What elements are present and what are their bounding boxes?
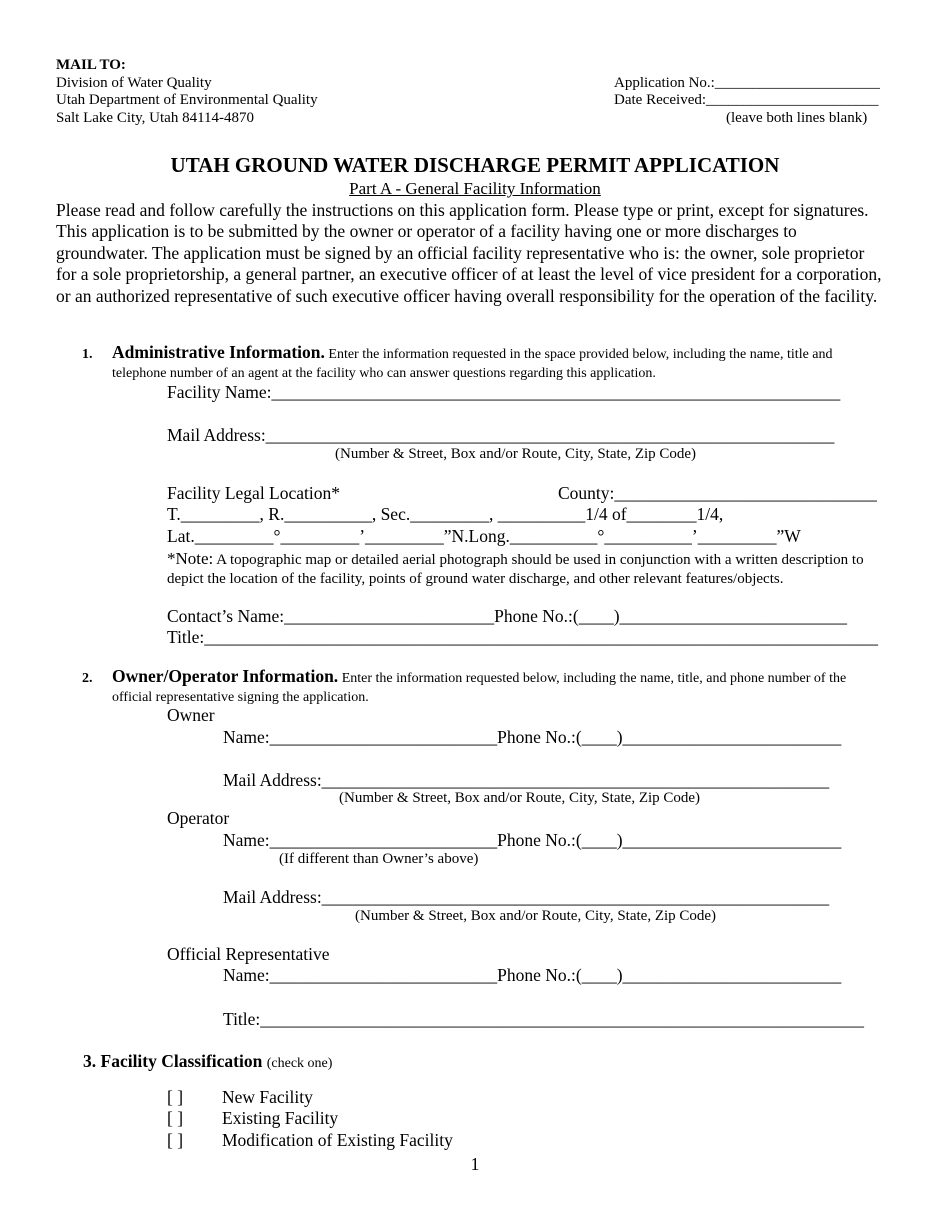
section1-intro — [112, 343, 887, 383]
application-no-field: Application No.:______________________ — [614, 75, 880, 91]
classification-option[interactable] — [167, 1108, 338, 1129]
intro-paragraph: Please read and follow carefully the instructions on this application form. Please type or print, except for signatures. This application is to be submitted by the owner or operator of a facility having one or more discharges to groundwater. The application must be signed by an official facility representative who is: the owner, sole proprietor for a sole proprietorship, a general partner, an executive officer of at least the level of vice president for a corporation, or an authorized representative of such executive officer having overall responsibility for the operation of the facility. — [56, 200, 882, 306]
mail-address-field[interactable]: Mail Address:_________________________________________________________________ — [167, 425, 835, 445]
mail-to-line: Utah Department of Environmental Quality — [56, 92, 318, 108]
checkbox[interactable]: [ ] — [167, 1108, 184, 1128]
mail-to-line: Salt Lake City, Utah 84114-4870 — [56, 110, 255, 126]
section2-instructions: Enter the information requested below, including the name, title, and phone number of the official representative signing the application. — [112, 671, 847, 705]
mail-to-line: Division of Water Quality — [56, 75, 212, 91]
section1-instructions: Enter the information requested in the space provided below, including the name, title and telephone number of an agent at the facility who can answer questions regarding this application. — [112, 347, 833, 381]
contact-title-field[interactable]: Title:_____________________________________________________________________________ — [167, 627, 879, 647]
owner-mail-address-field[interactable]: Mail Address:__________________________________________________________ — [223, 770, 830, 790]
section2-intro — [112, 667, 887, 707]
section-number: 1. — [82, 347, 93, 362]
location-note — [167, 549, 887, 589]
section3-title — [83, 1051, 332, 1074]
owner-name-phone-field[interactable]: Name:__________________________Phone No.:(____)_________________________ — [223, 727, 842, 747]
checkbox[interactable]: [ ] — [167, 1130, 184, 1150]
owner-mail-hint: (Number & Street, Box and/or Route, City, State, Zip Code) — [339, 790, 701, 806]
page-title: UTAH GROUND WATER DISCHARGE PERMIT APPLICATION — [170, 153, 780, 177]
operator-hint: (If different than Owner’s above) — [279, 851, 479, 867]
facility-name-field[interactable]: Facility Name:_________________________________________________________________ — [167, 382, 841, 402]
option-label: Existing Facility — [222, 1108, 339, 1128]
county-field[interactable]: County:______________________________ — [558, 483, 877, 503]
official-rep-label: Official Representative — [167, 944, 330, 964]
section1-heading: Administrative Information. — [112, 342, 325, 362]
contact-name-phone-field[interactable]: Contact’s Name:________________________Phone No.:(____)__________________________ — [167, 606, 848, 626]
section3-note: (check one) — [266, 1056, 333, 1071]
owner-label: Owner — [167, 705, 215, 725]
note-text: A topographic map or detailed aerial photograph should be used in conjunction with a written description to depict the location of the facility, points of ground water discharge, and other relevant features/objects. — [167, 552, 864, 587]
option-label: Modification of Existing Facility — [222, 1130, 453, 1150]
checkbox[interactable]: [ ] — [167, 1087, 184, 1107]
section-number: 2. — [82, 671, 93, 686]
note-label: *Note: — [167, 549, 214, 568]
mail-to-heading: MAIL TO: — [56, 57, 126, 73]
section2-heading: Owner/Operator Information. — [112, 666, 339, 686]
mail-address-hint: (Number & Street, Box and/or Route, City, State, Zip Code) — [335, 446, 697, 462]
operator-mail-hint: (Number & Street, Box and/or Route, City, State, Zip Code) — [355, 908, 717, 924]
operator-label: Operator — [167, 808, 230, 828]
page-number: 1 — [470, 1154, 480, 1174]
legal-location-label: Facility Legal Location* — [167, 483, 341, 503]
leave-blank-note: (leave both lines blank) — [726, 110, 868, 126]
date-received-field: Date Received:_______________________ — [614, 92, 879, 108]
classification-option[interactable] — [167, 1087, 313, 1108]
option-label: New Facility — [222, 1087, 313, 1107]
operator-name-phone-field[interactable]: Name:__________________________Phone No.:(____)_________________________ — [223, 830, 842, 850]
operator-mail-address-field[interactable]: Mail Address:__________________________________________________________ — [223, 887, 830, 907]
official-rep-title-field[interactable]: Title:_____________________________________________________________________ — [223, 1009, 865, 1029]
page-subtitle: Part A - General Facility Information — [349, 179, 601, 198]
classification-option[interactable] — [167, 1130, 453, 1151]
township-range-field[interactable]: T._________, R.__________, Sec._________, __________1/4 of________1/4, — [167, 504, 724, 524]
official-rep-name-phone-field[interactable]: Name:__________________________Phone No.:(____)_________________________ — [223, 965, 842, 985]
section3-heading: 3. Facility Classification — [83, 1051, 263, 1071]
lat-long-field[interactable]: Lat._________°_________’_________”N.Long.__________°__________’_________”W — [167, 526, 801, 546]
